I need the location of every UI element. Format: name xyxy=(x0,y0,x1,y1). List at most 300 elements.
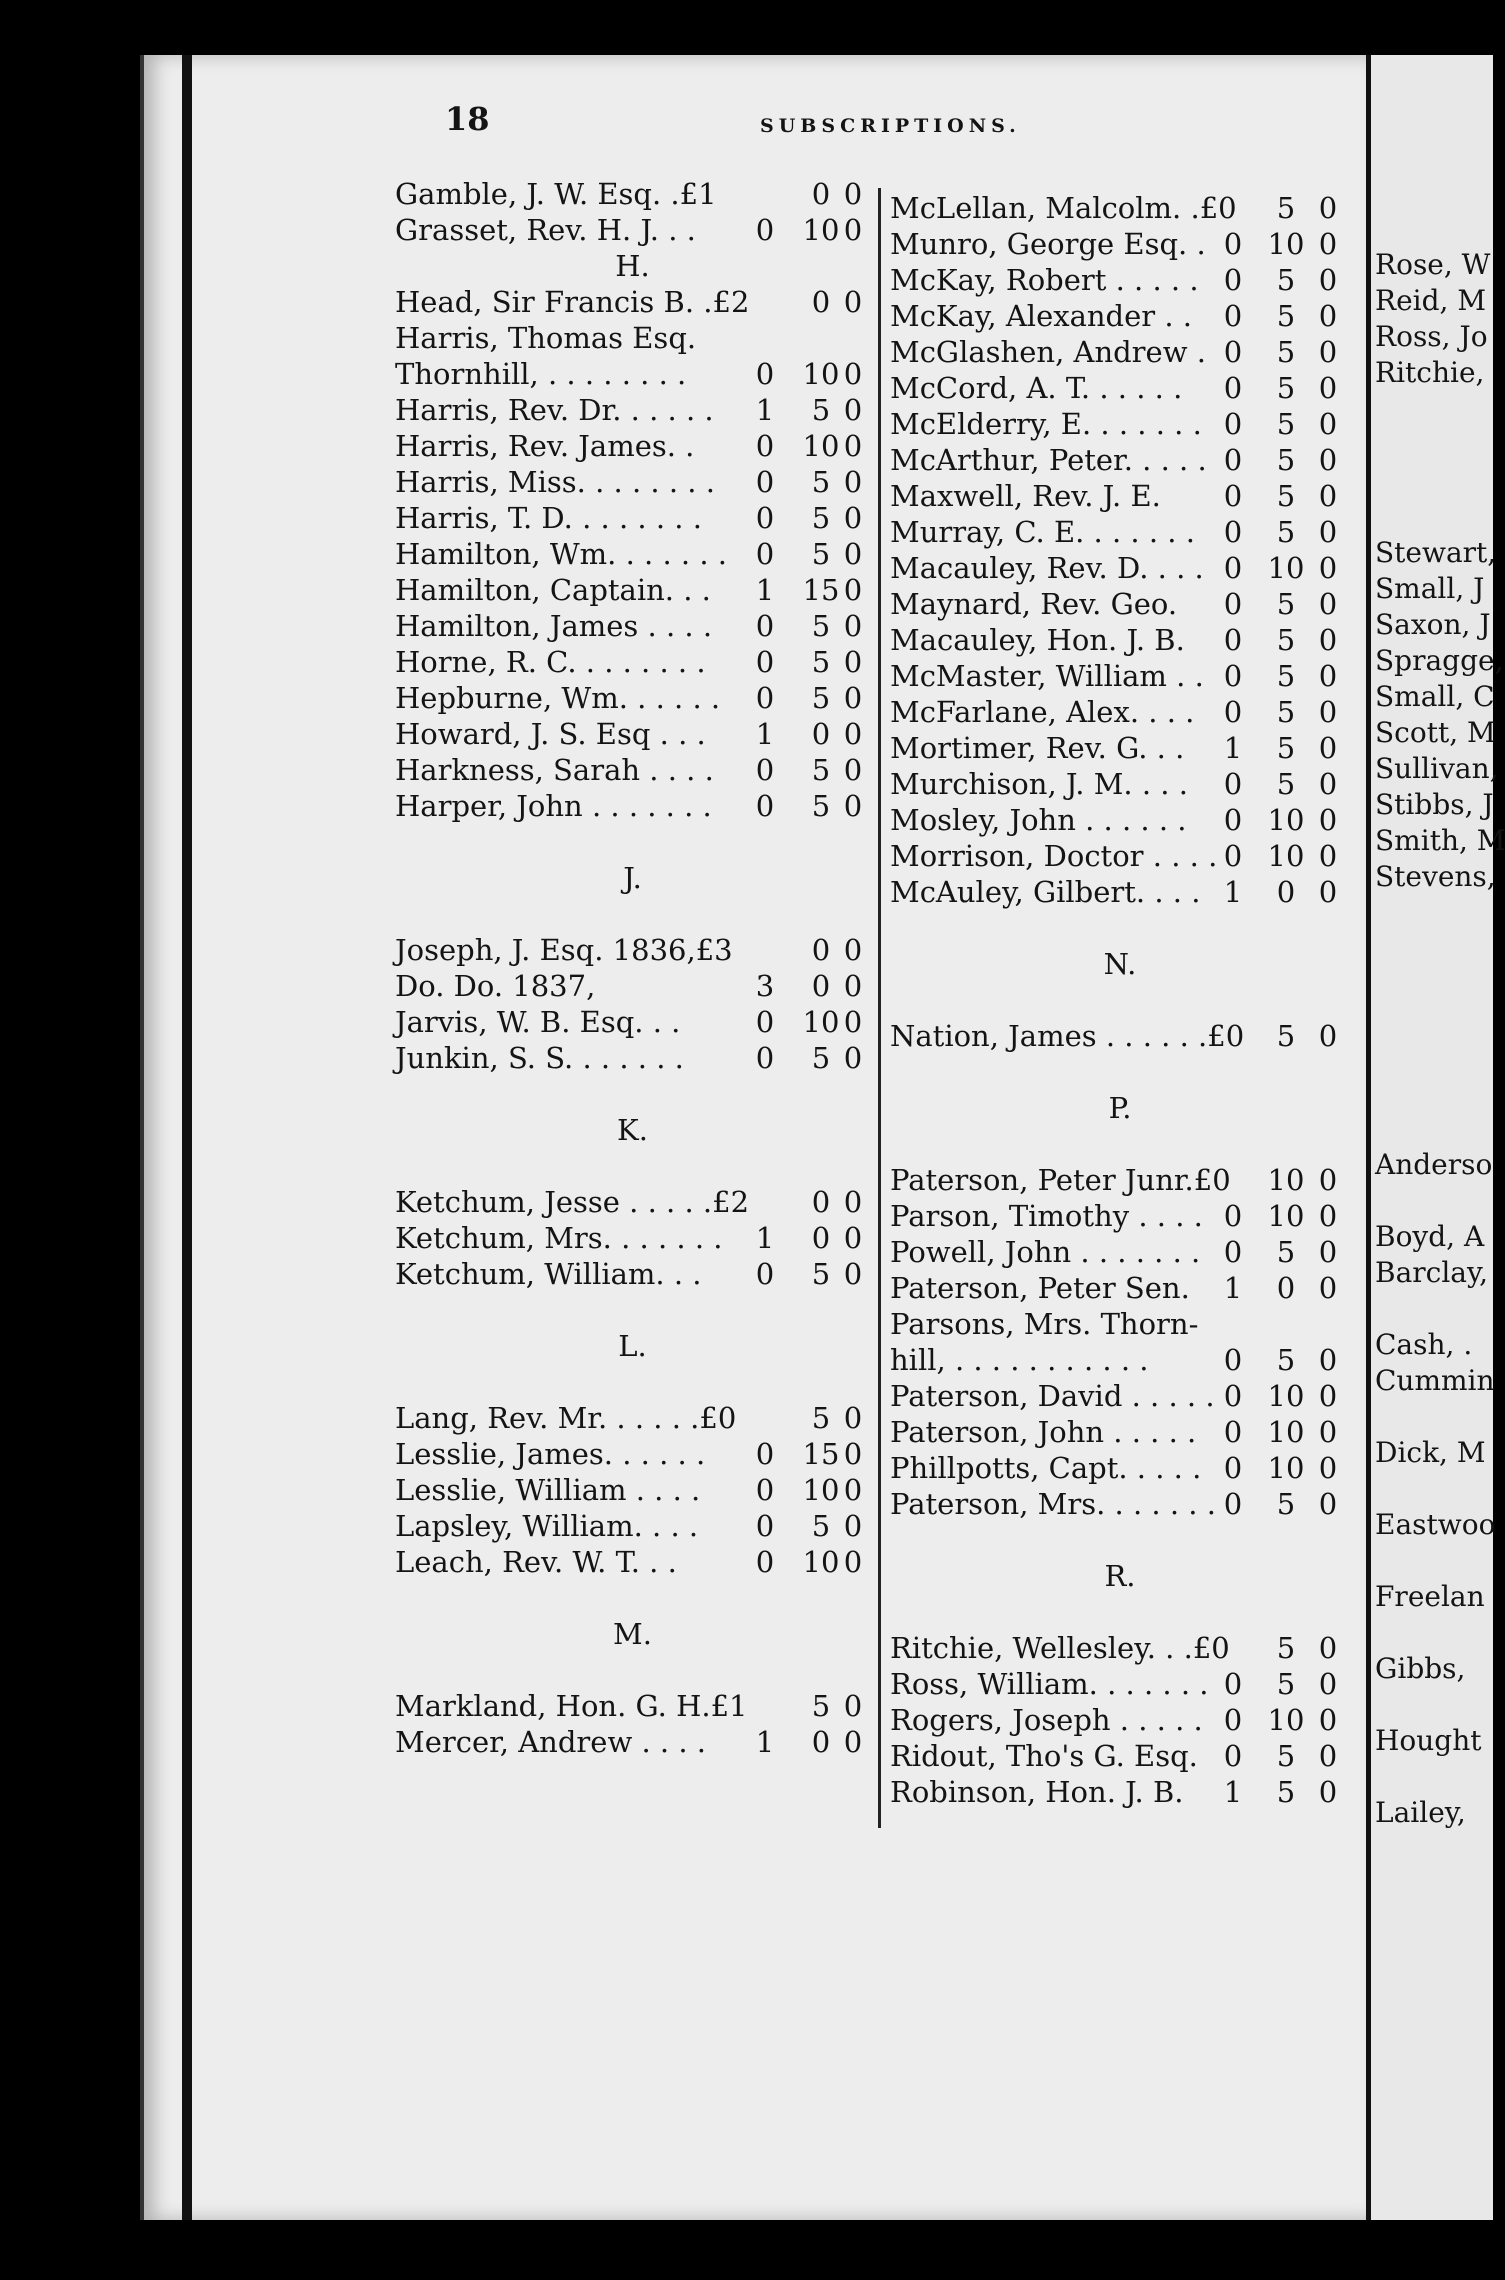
subscriber-name: Lapsley, William. . . . xyxy=(395,1509,699,1543)
spacer xyxy=(395,824,870,860)
spacer xyxy=(890,1594,1350,1630)
subscriber-name: Powell, John . . . . . . . xyxy=(890,1235,1201,1269)
pence: 0 xyxy=(843,753,863,787)
pence: 0 xyxy=(843,1005,863,1039)
pounds: 0 xyxy=(755,1041,775,1075)
facing-entry: Stewart, xyxy=(1375,536,1497,569)
shillings: 5 xyxy=(811,465,831,499)
subscriber-name: Parson, Timothy . . . . xyxy=(890,1199,1203,1233)
pounds: 0 xyxy=(755,645,775,679)
pence: 0 xyxy=(1318,551,1338,585)
pence: 0 xyxy=(1318,875,1338,909)
shillings: 0 xyxy=(811,1725,831,1759)
subscriber-name: McCord, A. T. . . . . . xyxy=(890,371,1183,405)
subscriber-name: Munro, George Esq. . xyxy=(890,227,1206,261)
shillings: 10 xyxy=(1267,1451,1305,1485)
subscriber-name: Ritchie, Wellesley. . .£0 xyxy=(890,1631,1230,1665)
subscriber-name: McElderry, E. . . . . . . xyxy=(890,407,1202,441)
subscriber-entry xyxy=(395,1040,870,1076)
pence: 0 xyxy=(1318,767,1338,801)
shillings: 5 xyxy=(1276,371,1296,405)
subscriber-name: Mortimer, Rev. G. . . xyxy=(890,731,1185,765)
subscriber-entry xyxy=(890,694,1350,730)
subscriber-entry xyxy=(890,1414,1350,1450)
pence: 0 xyxy=(1318,1343,1338,1377)
pence: 0 xyxy=(1318,623,1338,657)
pounds: 0 xyxy=(1223,623,1243,657)
subscriber-entry xyxy=(890,838,1350,874)
subscriber-name: Harkness, Sarah . . . . xyxy=(395,753,714,787)
subscriber-entry xyxy=(890,658,1350,694)
subscription-column-left xyxy=(395,176,870,1760)
spacer xyxy=(890,982,1350,1018)
shillings: 5 xyxy=(811,645,831,679)
subscriber-entry xyxy=(890,1666,1350,1702)
spacer xyxy=(395,1580,870,1616)
shillings: 0 xyxy=(1276,875,1296,909)
subscriber-entry xyxy=(890,586,1350,622)
shillings: 5 xyxy=(1276,1739,1296,1773)
subscriber-entry xyxy=(395,1724,870,1760)
pence: 0 xyxy=(843,1725,863,1759)
pence: 0 xyxy=(1318,1163,1338,1197)
pounds: 0 xyxy=(1223,407,1243,441)
subscriber-entry xyxy=(890,802,1350,838)
shillings: 5 xyxy=(811,1401,831,1435)
subscriber-entry xyxy=(395,1184,870,1220)
facing-entry: Freelan xyxy=(1375,1580,1485,1613)
pounds: 0 xyxy=(755,681,775,715)
shillings: 10 xyxy=(1267,1703,1305,1737)
pounds: 0 xyxy=(1223,1415,1243,1449)
page-gutter xyxy=(182,55,192,2220)
shillings: 10 xyxy=(1267,803,1305,837)
pence: 0 xyxy=(1318,839,1338,873)
subscriber-name: Howard, J. S. Esq . . . xyxy=(395,717,706,751)
subscriber-name: Rogers, Joseph . . . . . xyxy=(890,1703,1203,1737)
subscriber-entry xyxy=(395,212,870,248)
facing-entry xyxy=(1375,931,1505,967)
shillings: 5 xyxy=(811,789,831,823)
subscriber-entry xyxy=(395,464,870,500)
shillings: 10 xyxy=(1267,1379,1305,1413)
section-letter: N. xyxy=(1103,947,1137,981)
facing-entry xyxy=(1375,967,1505,1003)
facing-entry: Ross, Jo xyxy=(1375,320,1488,353)
pence: 0 xyxy=(843,1545,863,1579)
pounds: 0 xyxy=(1223,695,1243,729)
pounds: 0 xyxy=(1223,551,1243,585)
subscriber-name: Paterson, Mrs. . . . . . . xyxy=(890,1487,1216,1521)
subscriber-name: Paterson, Peter Sen. xyxy=(890,1271,1190,1305)
pounds: 0 xyxy=(1223,1379,1243,1413)
pence: 0 xyxy=(843,933,863,967)
pence: 0 xyxy=(843,1509,863,1543)
running-head: SUBSCRIPTIONS. xyxy=(760,115,1021,137)
pounds: 0 xyxy=(1223,767,1243,801)
subscriber-entry xyxy=(395,1004,870,1040)
subscriber-name: Jarvis, W. B. Esq. . . xyxy=(395,1005,681,1039)
pounds: 0 xyxy=(1223,371,1243,405)
shillings: 5 xyxy=(1276,1343,1296,1377)
subscriber-name: Lang, Rev. Mr. . . . . .£0 xyxy=(395,1401,737,1435)
shillings: 5 xyxy=(811,501,831,535)
subscriber-name: McAuley, Gilbert. . . . xyxy=(890,875,1201,909)
shillings: 5 xyxy=(1276,731,1296,765)
pounds: 1 xyxy=(755,1725,775,1759)
facing-entry: Barclay, xyxy=(1375,1256,1488,1289)
subscriber-name: Paterson, Peter Junr.£0 xyxy=(890,1163,1231,1197)
shillings: 0 xyxy=(811,285,831,319)
pounds: 0 xyxy=(1223,659,1243,693)
pence: 0 xyxy=(843,393,863,427)
pounds: 0 xyxy=(755,537,775,571)
shillings: 5 xyxy=(1276,1631,1296,1665)
subscriber-entry xyxy=(395,1436,870,1472)
pounds: 1 xyxy=(1223,731,1243,765)
pence: 0 xyxy=(1318,1451,1338,1485)
subscriber-entry xyxy=(890,442,1350,478)
shillings: 5 xyxy=(811,393,831,427)
facing-entry: Spragge, xyxy=(1375,644,1504,677)
pounds: 0 xyxy=(1223,1487,1243,1521)
subscriber-entry xyxy=(890,730,1350,766)
shillings: 10 xyxy=(1267,1199,1305,1233)
subscriber-entry xyxy=(890,622,1350,658)
pounds: 0 xyxy=(755,1509,775,1543)
facing-entry: Ritchie, xyxy=(1375,356,1485,389)
pence: 0 xyxy=(843,573,863,607)
pounds: 0 xyxy=(755,465,775,499)
subscriber-entry xyxy=(890,1702,1350,1738)
facing-entry xyxy=(1375,1615,1505,1651)
subscriber-entry xyxy=(890,1378,1350,1414)
shillings: 10 xyxy=(1267,227,1305,261)
subscriber-name: McMaster, William . . xyxy=(890,659,1204,693)
subscriber-name: Nation, James . . . . . .£0 xyxy=(890,1019,1245,1053)
section-letter: P. xyxy=(1108,1091,1132,1125)
facing-entry: Dick, M xyxy=(1375,1436,1486,1469)
subscriber-name: Harris, Rev. James. . xyxy=(395,429,695,463)
pence: 0 xyxy=(1318,263,1338,297)
subscriber-entry xyxy=(395,932,870,968)
subscriber-name: Macauley, Rev. D. . . . xyxy=(890,551,1204,585)
subscriber-name: Ketchum, Jesse . . . . .£2 xyxy=(395,1185,750,1219)
pence: 0 xyxy=(1318,515,1338,549)
subscriber-entry xyxy=(890,514,1350,550)
shillings: 15 xyxy=(802,1437,840,1471)
shillings: 10 xyxy=(1267,551,1305,585)
subscriber-name: Hamilton, James . . . . xyxy=(395,609,713,643)
pence: 0 xyxy=(1318,1019,1338,1053)
pence: 0 xyxy=(1318,587,1338,621)
shillings: 5 xyxy=(1276,1775,1296,1809)
pence: 0 xyxy=(1318,191,1338,225)
subscriber-name: Maynard, Rev. Geo. xyxy=(890,587,1178,621)
subscriber-entry xyxy=(890,334,1350,370)
pounds: 0 xyxy=(1223,479,1243,513)
pounds: 0 xyxy=(1223,1739,1243,1773)
shillings: 5 xyxy=(1276,191,1296,225)
shillings: 5 xyxy=(811,753,831,787)
pence: 0 xyxy=(1318,1487,1338,1521)
pence: 0 xyxy=(1318,371,1338,405)
pence: 0 xyxy=(843,1041,863,1075)
pence: 0 xyxy=(1318,1667,1338,1701)
spacer xyxy=(395,1292,870,1328)
facing-entry: Cummin xyxy=(1375,1364,1495,1397)
subscriber-name: Ketchum, William. . . xyxy=(395,1257,702,1291)
subscriber-name: McFarlane, Alex. . . . xyxy=(890,695,1195,729)
shillings: 0 xyxy=(811,717,831,751)
shillings: 10 xyxy=(802,429,840,463)
subscriber-name: Phillpotts, Capt. . . . . xyxy=(890,1451,1202,1485)
shillings: 5 xyxy=(1276,659,1296,693)
pounds: 1 xyxy=(755,717,775,751)
subscriber-entry xyxy=(395,176,870,212)
pounds: 3 xyxy=(755,969,775,1003)
pounds: 0 xyxy=(755,357,775,391)
pence: 0 xyxy=(843,717,863,751)
spacer xyxy=(890,1522,1350,1558)
shillings: 5 xyxy=(1276,1487,1296,1521)
subscriber-name: Lesslie, William . . . . xyxy=(395,1473,701,1507)
facing-entry: Stevens, xyxy=(1375,860,1496,893)
shillings: 10 xyxy=(802,357,840,391)
pence: 0 xyxy=(1318,1271,1338,1305)
shillings: 5 xyxy=(1276,587,1296,621)
subscriber-entry xyxy=(395,1472,870,1508)
pounds: 1 xyxy=(1223,875,1243,909)
subscriber-name: Joseph, J. Esq. 1836,£3 xyxy=(395,933,733,967)
pence: 0 xyxy=(843,177,863,211)
spacer xyxy=(395,1148,870,1184)
facing-entry: Lailey, xyxy=(1375,1796,1466,1829)
facing-entry: Rose, W xyxy=(1375,248,1491,281)
pence: 0 xyxy=(1318,407,1338,441)
shillings: 10 xyxy=(802,1005,840,1039)
facing-entry xyxy=(1375,1399,1505,1435)
shillings: 0 xyxy=(1276,1271,1296,1305)
pounds: 0 xyxy=(1223,263,1243,297)
subscriber-name: Morrison, Doctor . . . . xyxy=(890,839,1218,873)
facing-entry xyxy=(1375,1183,1505,1219)
subscriber-entry xyxy=(395,608,870,644)
subscriber-entry xyxy=(890,1450,1350,1486)
pence: 0 xyxy=(843,1689,863,1723)
facing-entry xyxy=(1375,1687,1505,1723)
shillings: 5 xyxy=(1276,695,1296,729)
subscriber-name: Mercer, Andrew . . . . xyxy=(395,1725,707,1759)
shillings: 5 xyxy=(1276,1667,1296,1701)
subscriber-name: Lesslie, James. . . . . . xyxy=(395,1437,706,1471)
section-letter: R. xyxy=(1104,1559,1136,1593)
subscriber-entry xyxy=(890,298,1350,334)
subscriber-entry xyxy=(395,752,870,788)
pounds: 0 xyxy=(755,501,775,535)
shillings: 0 xyxy=(811,933,831,967)
subscriber-name: hill, . . . . . . . . . . . xyxy=(890,1343,1149,1377)
subscriber-name: Maxwell, Rev. J. E. xyxy=(890,479,1161,513)
pounds: 0 xyxy=(1223,1343,1243,1377)
subscriber-name: Parsons, Mrs. Thorn- xyxy=(890,1307,1199,1341)
pence: 0 xyxy=(1318,227,1338,261)
subscriber-name: Harris, Rev. Dr. . . . . . xyxy=(395,393,714,427)
facing-entry: Reid, M xyxy=(1375,284,1487,317)
pence: 0 xyxy=(843,537,863,571)
subscriber-entry xyxy=(890,766,1350,802)
spacer xyxy=(890,1054,1350,1090)
facing-entry: Gibbs, xyxy=(1375,1652,1466,1685)
pounds: 0 xyxy=(1223,839,1243,873)
pence: 0 xyxy=(843,1473,863,1507)
subscriber-entry xyxy=(395,356,870,392)
spacer xyxy=(890,1126,1350,1162)
pence: 0 xyxy=(843,429,863,463)
subscriber-entry xyxy=(890,370,1350,406)
spacer xyxy=(395,1076,870,1112)
pounds: 0 xyxy=(755,213,775,247)
subscriber-name: Harris, T. D. . . . . . . . xyxy=(395,501,702,535)
subscriber-entry xyxy=(890,406,1350,442)
subscriber-name: Thornhill, . . . . . . . . xyxy=(395,357,687,391)
subscriber-name: Ridout, Tho's G. Esq. xyxy=(890,1739,1198,1773)
subscriber-entry xyxy=(395,428,870,464)
section-letter: J. xyxy=(623,861,642,895)
subscriber-entry xyxy=(890,190,1350,226)
pounds: 0 xyxy=(755,1473,775,1507)
spacer xyxy=(395,896,870,932)
shillings: 5 xyxy=(1276,263,1296,297)
pence: 0 xyxy=(843,969,863,1003)
subscriber-entry xyxy=(890,1342,1350,1378)
subscriber-name: Harris, Thomas Esq. xyxy=(395,321,697,355)
subscriber-entry xyxy=(890,550,1350,586)
shillings: 0 xyxy=(811,177,831,211)
facing-entry xyxy=(1375,499,1505,535)
pence: 0 xyxy=(843,213,863,247)
shillings: 5 xyxy=(1276,335,1296,369)
pounds: 1 xyxy=(755,393,775,427)
pounds: 0 xyxy=(755,429,775,463)
subscriber-name: Mosley, John . . . . . . xyxy=(890,803,1187,837)
subscriber-name: Hamilton, Captain. . . xyxy=(395,573,711,607)
pence: 0 xyxy=(1318,1379,1338,1413)
subscriber-entry xyxy=(890,226,1350,262)
facing-entry xyxy=(1375,427,1505,463)
subscriber-entry xyxy=(890,1162,1350,1198)
pence: 0 xyxy=(843,1257,863,1291)
subscriber-name: McLellan, Malcolm. .£0 xyxy=(890,191,1237,225)
facing-page xyxy=(1366,55,1505,2220)
pence: 0 xyxy=(843,1437,863,1471)
shillings: 10 xyxy=(1267,839,1305,873)
subscriber-entry xyxy=(395,788,870,824)
subscriber-name: Leach, Rev. W. T. . . xyxy=(395,1545,677,1579)
pounds: 0 xyxy=(755,789,775,823)
facing-entry: Boyd, A xyxy=(1375,1220,1485,1253)
pounds: 0 xyxy=(1223,1199,1243,1233)
pounds: 0 xyxy=(1223,1703,1243,1737)
facing-entry: Stibbs, J xyxy=(1375,788,1494,821)
facing-page-column xyxy=(1375,247,1505,1831)
subscriber-entry xyxy=(890,1270,1350,1306)
subscriber-name: Ketchum, Mrs. . . . . . . xyxy=(395,1221,723,1255)
subscriber-name: Murray, C. E. . . . . . . xyxy=(890,515,1195,549)
pence: 0 xyxy=(1318,1415,1338,1449)
shillings: 5 xyxy=(811,609,831,643)
subscriber-entry xyxy=(890,1198,1350,1234)
section-letter: L. xyxy=(618,1329,647,1363)
subscriber-name: McKay, Alexander . . xyxy=(890,299,1193,333)
shillings: 10 xyxy=(802,1545,840,1579)
facing-entry xyxy=(1375,1075,1505,1111)
pence: 0 xyxy=(1318,1235,1338,1269)
facing-entry xyxy=(1375,1759,1505,1795)
subscriber-entry xyxy=(395,1544,870,1580)
shillings: 5 xyxy=(811,1509,831,1543)
subscriber-name: McGlashen, Andrew . xyxy=(890,335,1206,369)
subscriber-name: Hepburne, Wm. . . . . . xyxy=(395,681,721,715)
shillings: 0 xyxy=(811,1185,831,1219)
pounds: 0 xyxy=(1223,1235,1243,1269)
pounds: 0 xyxy=(1223,587,1243,621)
shillings: 5 xyxy=(811,1041,831,1075)
pence: 0 xyxy=(843,609,863,643)
subscriber-entry xyxy=(395,644,870,680)
subscriber-name: McKay, Robert . . . . . xyxy=(890,263,1199,297)
subscriber-name: Markland, Hon. G. H.£1 xyxy=(395,1689,748,1723)
pounds: 0 xyxy=(755,609,775,643)
shillings: 5 xyxy=(811,537,831,571)
facing-entry: Saxon, J xyxy=(1375,608,1491,641)
facing-entry xyxy=(1375,1003,1505,1039)
subscriber-name: Robinson, Hon. J. B. xyxy=(890,1775,1184,1809)
pence: 0 xyxy=(1318,1199,1338,1233)
pounds: 0 xyxy=(755,1437,775,1471)
pence: 0 xyxy=(1318,695,1338,729)
pounds: 0 xyxy=(1223,1451,1243,1485)
subscriber-entry xyxy=(395,500,870,536)
pence: 0 xyxy=(843,1401,863,1435)
pounds: 0 xyxy=(1223,443,1243,477)
pounds: 1 xyxy=(1223,1775,1243,1809)
subscriber-name: Paterson, John . . . . . xyxy=(890,1415,1197,1449)
subscriber-name: Junkin, S. S. . . . . . . xyxy=(395,1041,684,1075)
pence: 0 xyxy=(843,789,863,823)
subscription-column-middle xyxy=(890,190,1350,1810)
subscriber-entry xyxy=(395,968,870,1004)
pence: 0 xyxy=(1318,299,1338,333)
shillings: 5 xyxy=(811,1689,831,1723)
pounds: 0 xyxy=(1223,299,1243,333)
subscriber-name: Do. Do. 1837, xyxy=(395,969,596,1003)
pence: 0 xyxy=(1318,731,1338,765)
facing-entry: Anderso xyxy=(1375,1148,1493,1181)
spacer xyxy=(890,910,1350,946)
pounds: 1 xyxy=(1223,1271,1243,1305)
subscriber-entry xyxy=(890,262,1350,298)
pence: 0 xyxy=(843,465,863,499)
facing-entry xyxy=(1375,391,1505,427)
facing-entry xyxy=(1375,1111,1505,1147)
subscriber-entry xyxy=(395,1508,870,1544)
subscriber-entry xyxy=(395,1400,870,1436)
pence: 0 xyxy=(1318,479,1338,513)
shillings: 5 xyxy=(1276,443,1296,477)
subscriber-name: Paterson, David . . . . . xyxy=(890,1379,1215,1413)
pence: 0 xyxy=(843,357,863,391)
